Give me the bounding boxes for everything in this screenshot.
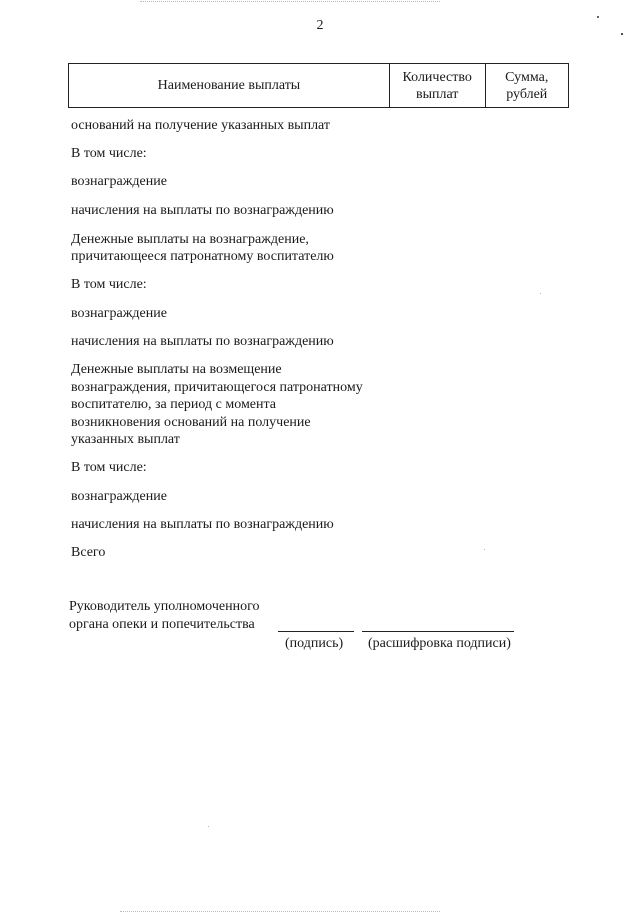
row-text: В том числе: — [71, 460, 147, 475]
column-header-sum-line2: рублей — [506, 86, 548, 102]
row-text: причитающееся патронатному воспитателю — [71, 249, 334, 264]
row-text: оснований на получение указанных выплат — [71, 118, 331, 133]
signature-line — [278, 631, 354, 632]
scan-speck — [597, 16, 599, 18]
column-header-name — [69, 64, 390, 108]
column-header-count-line1: Количество — [402, 69, 472, 85]
page-number: 2 — [316, 18, 324, 33]
row-text: указанных выплат — [71, 432, 180, 447]
row-text: вознаграждение — [71, 174, 167, 189]
row-text: вознаграждение — [71, 306, 167, 321]
row-text: начисления на выплаты по вознаграждению — [71, 203, 334, 218]
row-text: вознаграждение — [71, 489, 167, 504]
column-header-name-label: Наименование выплаты — [157, 78, 301, 93]
row-text: В том числе: — [71, 277, 147, 292]
row-text: начисления на выплаты по вознаграждению — [71, 517, 334, 532]
row-text: начисления на выплаты по вознаграждению — [71, 334, 334, 349]
signatory-title-line1: Руководитель уполномоченного — [69, 599, 260, 614]
column-header-count-line2: выплат — [415, 86, 459, 102]
scan-speck — [540, 293, 541, 294]
row-text: возникновения оснований на получение — [71, 415, 311, 430]
row-text: Всего — [71, 545, 106, 560]
payments-table-header — [68, 63, 569, 108]
row-text: вознаграждения, причитающегося патронатному — [71, 380, 363, 395]
scan-speck — [484, 549, 485, 550]
column-header-count — [389, 64, 485, 108]
row-text: Денежные выплаты на вознаграждение, — [71, 232, 309, 247]
scan-edge-bottom — [120, 911, 440, 912]
scan-speck — [621, 33, 623, 35]
signature-caption: (подпись) — [285, 636, 344, 651]
scan-edge-top — [140, 1, 440, 2]
row-text: Денежные выплаты на возмещение — [71, 362, 282, 377]
column-header-sum-line1: Сумма, — [505, 69, 549, 85]
row-text: воспитателю, за период с момента — [71, 397, 277, 412]
scan-speck — [208, 826, 209, 827]
signature-decoding-caption: (расшифровка подписи) — [368, 636, 511, 651]
column-header-sum — [485, 64, 568, 108]
row-text: В том числе: — [71, 146, 147, 161]
signature-decoding-line — [362, 631, 514, 632]
signatory-title-line2: органа опеки и попечительства — [69, 617, 255, 632]
